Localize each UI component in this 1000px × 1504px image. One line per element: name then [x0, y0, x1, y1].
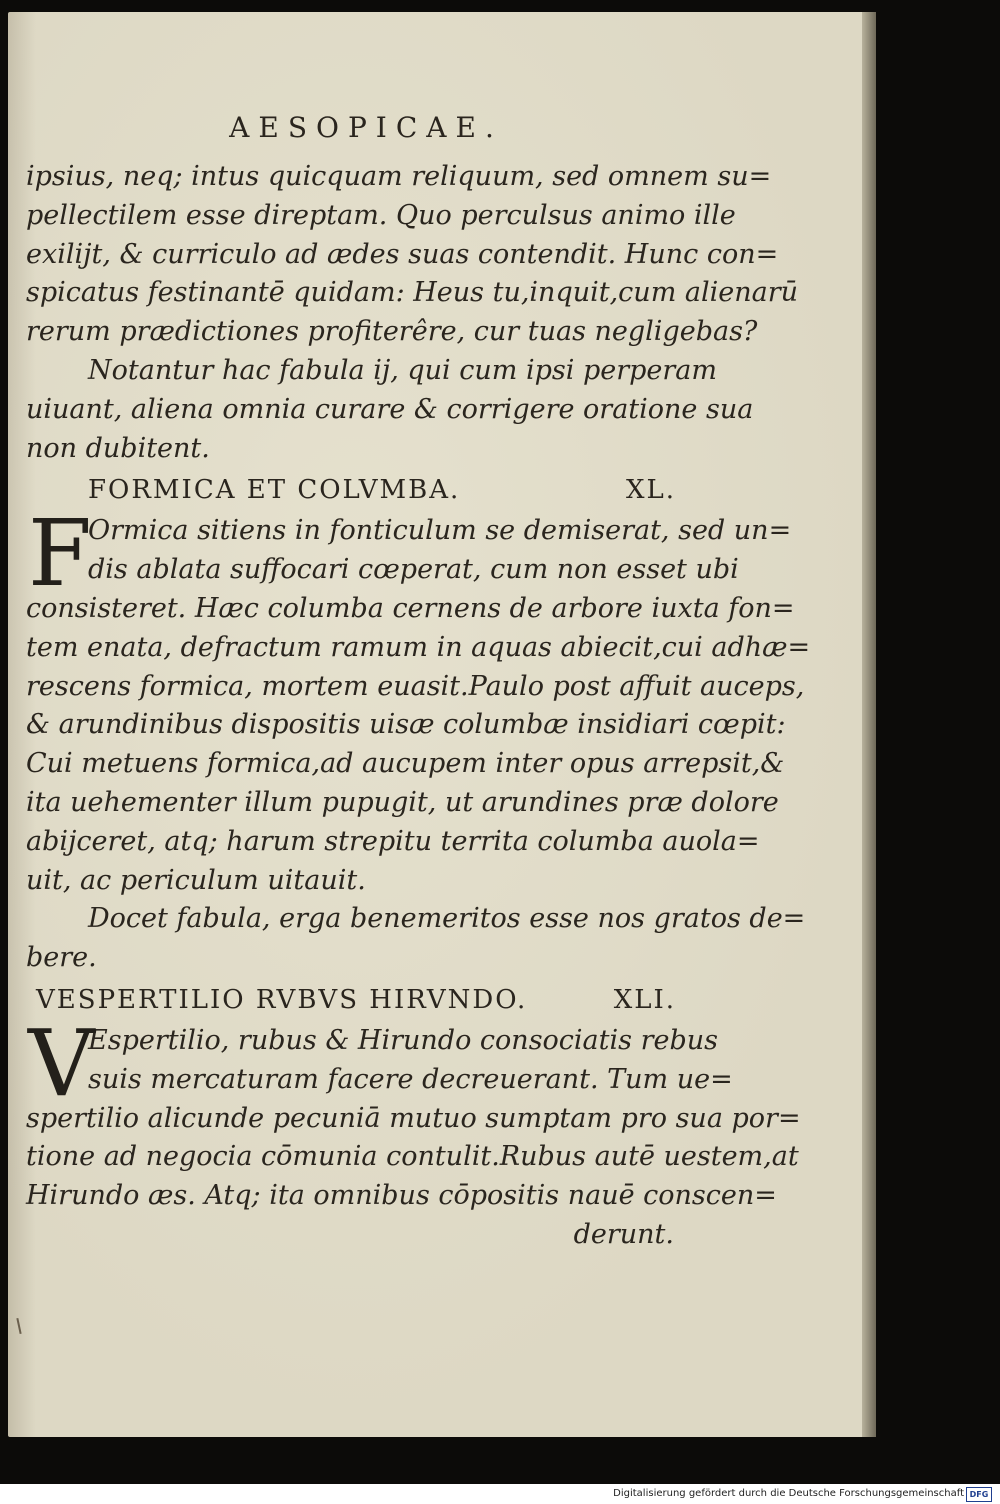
text-line: consisteret. Hæc columba cernens de arbore iuxta fon= [26, 592, 795, 624]
text-line: tem enata, defractum ramum in aquas abiecit,cui adhæ= [26, 631, 811, 663]
dfg-logo-icon[interactable]: DFG [966, 1487, 992, 1502]
fable-title: FORMICA ET COLVMBA. [88, 475, 461, 506]
text-line: Notantur hac fabula ij, qui cum ipsi perperam [88, 354, 718, 386]
page-text [26, 108, 811, 1255]
text-line: non dubitent. [26, 432, 210, 464]
text-line: pellectilem esse direptam. Quo perculsus animo ille [26, 199, 736, 231]
text-line: rescens formica, mortem euasit.Paulo post affuit auceps, [26, 670, 805, 702]
fable-number: XLI. [613, 984, 676, 1015]
text-line: spertilio alicunde pecuniā mutuo sumptam pro sua por= [26, 1102, 801, 1134]
text-line: tione ad negocia cōmunia contulit.Rubus autē uestem,at [26, 1141, 799, 1173]
text-line: Hirundo æs. Atq; ita omnibus cōpositis nauē conscen= [26, 1180, 777, 1212]
text-line: & arundinibus dispositis uisæ columbæ insidiari cœpit: [26, 709, 786, 741]
text-line: Ormica sitiens in fonticulum se demiserat, sed un= [88, 515, 792, 547]
fable-body [26, 500, 811, 900]
text-line: dis ablata suffocari cœperat, cum non esset ubi [88, 554, 739, 586]
text-line: ita uehementer illum pupugit, ut arundines præ dolore [26, 786, 779, 818]
text-line: bere. [26, 942, 97, 974]
page-edge [862, 12, 876, 1437]
fable-title: VESPERTILIO RVBVS HIRVNDO. [36, 984, 528, 1015]
fable-body [26, 1009, 801, 1255]
text-line: exilijt, & curriculo ad ædes suas contendit. Hunc con= [26, 238, 779, 270]
text-line: spicatus festinantē quidam: Heus tu,inquit,cum alienarū [26, 277, 799, 309]
moral-paragraph [26, 900, 806, 978]
footer-credit: Digitalisierung gefördert durch die Deutsche Forschungsgemeinschaft [613, 1488, 964, 1499]
drop-cap-initial: F [28, 500, 92, 608]
text-line: suis mercaturam facere decreuerant. Tum ue= [88, 1063, 733, 1095]
text-line: Cui metuens formica,ad aucupem inter opus arrepsit,& [26, 748, 785, 780]
text-line: Espertilio, rubus & Hirundo consociatis rebus [88, 1024, 718, 1056]
text-line: derunt. [573, 1218, 674, 1250]
fable-heading [26, 470, 676, 510]
text-line: uiuant, aliena omnia curare & corrigere oratione sua [26, 393, 754, 425]
text-line: ipsius, neq; intus quicquam reliquum, sed omnem su= [26, 161, 772, 192]
fable-number: XL. [625, 475, 676, 506]
running-head: AESOPICAE. [229, 111, 503, 144]
text-line: rerum prædictiones profiterêre, cur tuas negligebas? [26, 316, 758, 348]
continuation-paragraph [26, 158, 799, 352]
text-line: Docet fabula, erga benemeritos esse nos gratos de= [88, 903, 806, 935]
moral-paragraph [26, 352, 754, 468]
text-line: uit, ac periculum uitauit. [26, 864, 366, 896]
text-line: abijceret, atq; harum strepitu territa columba auola= [26, 825, 760, 857]
drop-cap-initial: V [28, 1009, 95, 1117]
fable-heading [26, 980, 676, 1020]
